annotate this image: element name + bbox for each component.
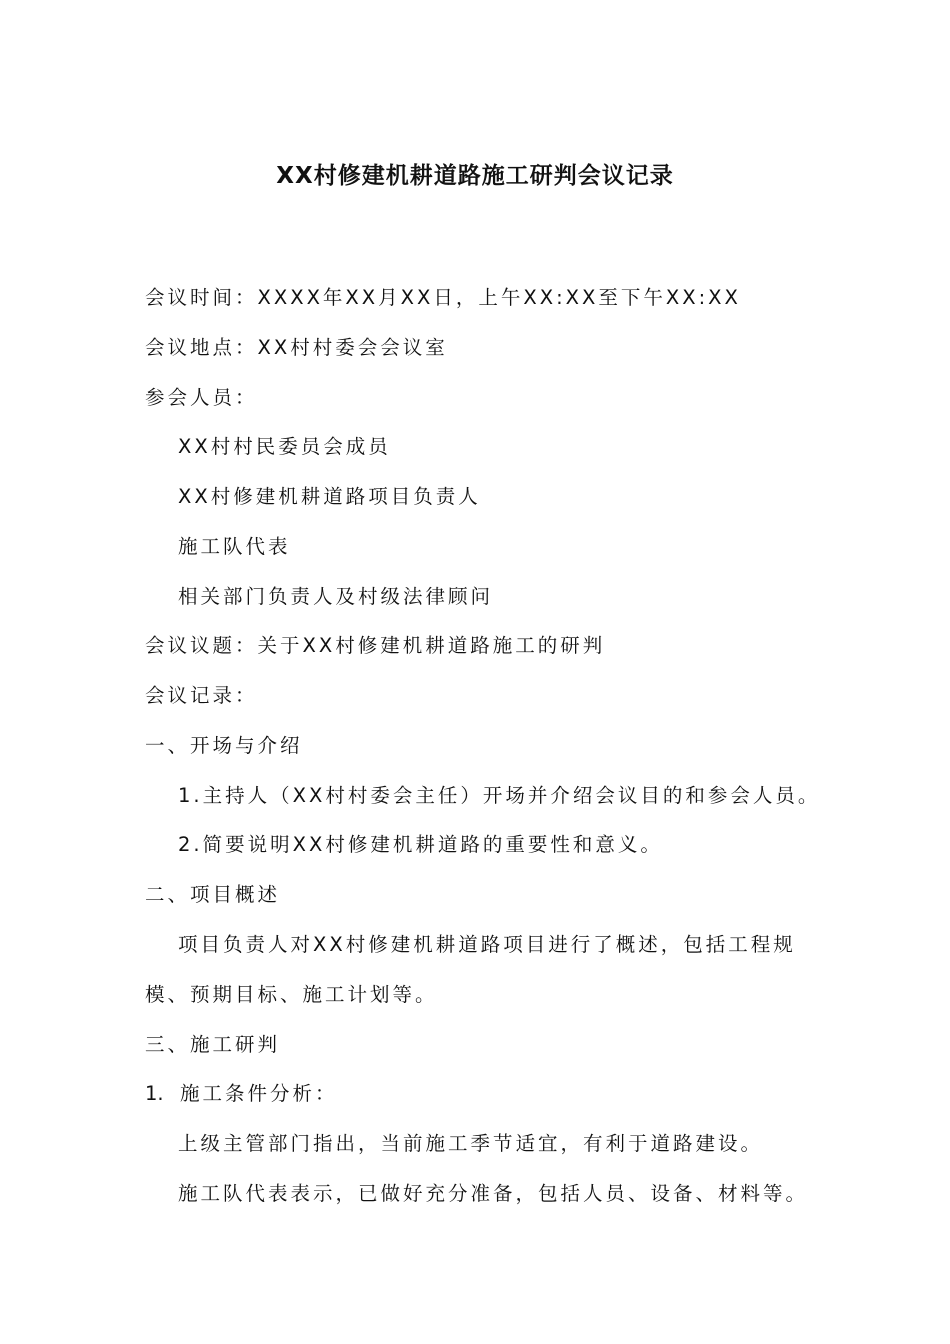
section-heading-analysis: 三、施工研判	[145, 1033, 281, 1056]
intro-item: 1.主持人（XX村村委会主任）开场并介绍会议目的和参会人员。	[178, 784, 821, 807]
subheading-conditions	[145, 1079, 338, 1109]
intro-item: 2.简要说明XX村修建机耕道路的重要性和意义。	[178, 833, 663, 856]
overview-paragraph-line: 模、预期目标、施工计划等。	[145, 983, 438, 1006]
attendee-item: XX村修建机耕道路项目负责人	[178, 485, 481, 508]
section-heading-overview: 二、项目概述	[145, 883, 281, 906]
subheading-label: 施工条件分析：	[180, 1082, 338, 1105]
subheading-number: 1.	[145, 1082, 164, 1105]
meeting-topic: 会议议题：关于XX村修建机耕道路施工的研判	[145, 634, 606, 657]
attendee-item: 相关部门负责人及村级法律顾问	[178, 585, 494, 608]
attendees-label: 参会人员：	[145, 386, 258, 409]
record-label: 会议记录：	[145, 684, 258, 707]
analysis-point: 上级主管部门指出，当前施工季节适宜，有利于道路建设。	[178, 1132, 764, 1155]
meeting-place: 会议地点：XX村村委会会议室	[145, 336, 448, 359]
overview-paragraph-line: 项目负责人对XX村修建机耕道路项目进行了概述，包括工程规	[178, 933, 796, 956]
attendee-item: XX村村民委员会成员	[178, 435, 391, 458]
document-title: XX村修建机耕道路施工研判会议记录	[276, 163, 674, 189]
meeting-time: 会议时间：XXXX年XX月XX日，上午XX:XX至下午XX:XX	[145, 286, 741, 309]
section-heading-intro: 一、开场与介绍	[145, 734, 303, 757]
attendee-item: 施工队代表	[178, 535, 291, 558]
analysis-point: 施工队代表表示，已做好充分准备，包括人员、设备、材料等。	[178, 1182, 809, 1205]
